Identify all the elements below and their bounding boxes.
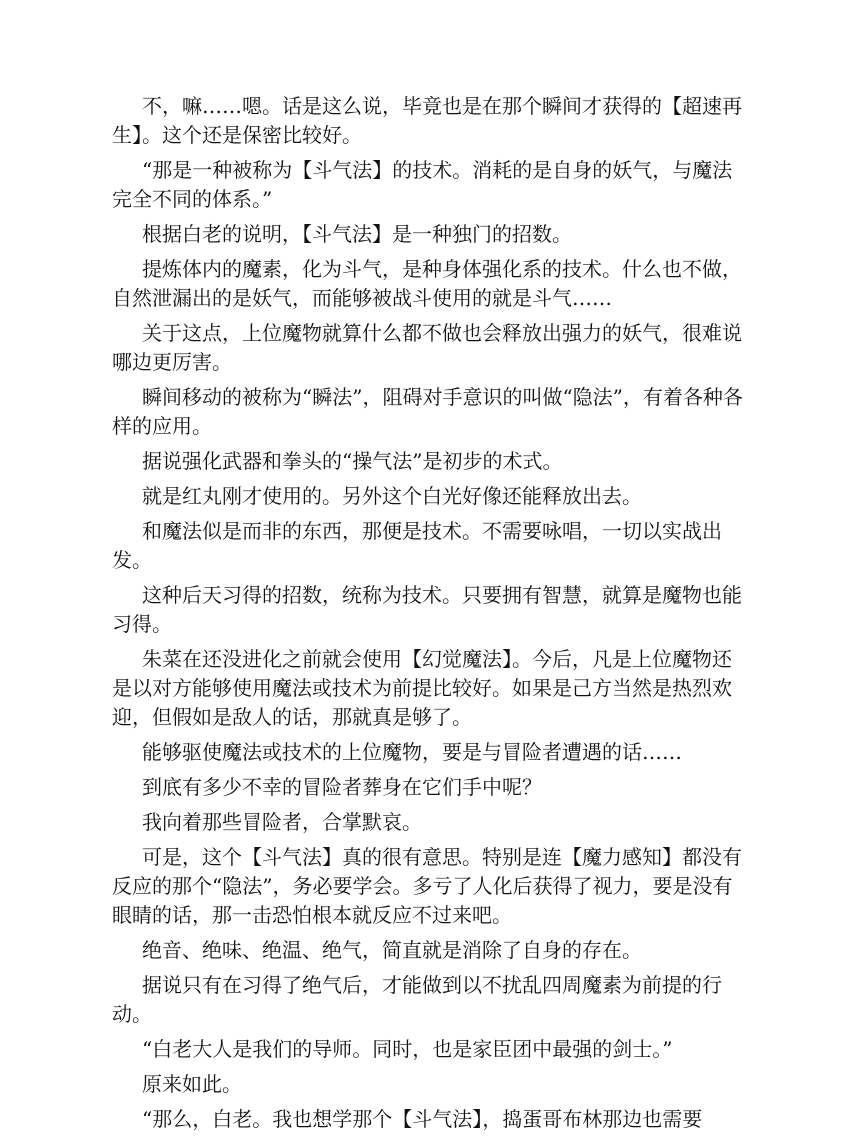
paragraph: 这种后天习得的招数，统称为技术。只要拥有智慧，就算是魔物也能习得。 <box>112 583 742 636</box>
paragraph: 瞬间移动的被称为“瞬法”，阻碍对手意识的叫做“隐法”，有着各种各样的应用。 <box>112 385 743 438</box>
paragraph: 到底有多少不幸的冒险者葬身在它们手中呢？ <box>142 775 542 799</box>
paragraph: 关于这点，上位魔物就算什么都不做也会释放出强力的妖气，很难说哪边更厉害。 <box>112 321 742 374</box>
paragraph: 能够驱使魔法或技术的上位魔物，要是与冒险者遭遇的话…… <box>142 740 682 764</box>
paragraph: 据说只有在习得了绝气后，才能做到以不扰乱四周魔素为前提的行动。 <box>112 973 722 1026</box>
paragraph: “那是一种被称为【斗气法】的技术。消耗的是自身的妖气，与魔法完全不同的体系。” <box>112 158 733 211</box>
paragraph: “白老大人是我们的导师。同时，也是家臣团中最强的剑士。” <box>142 1037 673 1061</box>
paragraph: 和魔法似是而非的东西，那便是技术。不需要咏唱，一切以实战出发。 <box>112 519 722 572</box>
paragraph: 朱菜在还没进化之前就会使用【幻觉魔法】。今后，凡是上位魔物还是以对方能够使用魔法或技术为前提比较好。如果是己方当然是热烈欢迎，但假如是敌人的话，那就真是够了。 <box>112 647 732 729</box>
paragraph: 提炼体内的魔素，化为斗气，是种身体强化系的技术。什么也不做，自然泄漏出的是妖气，而能够被战斗使用的就是斗气…… <box>112 257 742 310</box>
paragraph: 原来如此。 <box>142 1072 242 1096</box>
paragraph: 据说强化武器和拳头的“操气法”是初步的术式。 <box>142 449 563 473</box>
paragraph: 我向着那些冒险者，合掌默哀。 <box>142 810 422 834</box>
paragraph: 就是红丸刚才使用的。另外这个白光好像还能释放出去。 <box>142 484 642 508</box>
paragraph: “那么，白老。我也想学那个【斗气法】，捣蛋哥布林那边也需要 <box>142 1107 703 1131</box>
paragraph: 绝音、绝味、绝温、绝气，简直就是消除了自身的存在。 <box>142 938 642 962</box>
body-text <box>112 92 748 1140</box>
paragraph: 可是，这个【斗气法】真的很有意思。特别是连【魔力感知】都没有反应的那个“隐法”，务必要学会。多亏了人化后获得了视力，要是没有眼睛的话，那一击恐怕根本就反应不过来吧。 <box>112 845 742 927</box>
paragraph: 根据白老的说明，【斗气法】是一种独门的招数。 <box>142 222 572 246</box>
paragraph: 不，嘛……嗯。话是这么说，毕竟也是在那个瞬间才获得的【超速再生】。这个还是保密比较好。 <box>112 94 742 147</box>
